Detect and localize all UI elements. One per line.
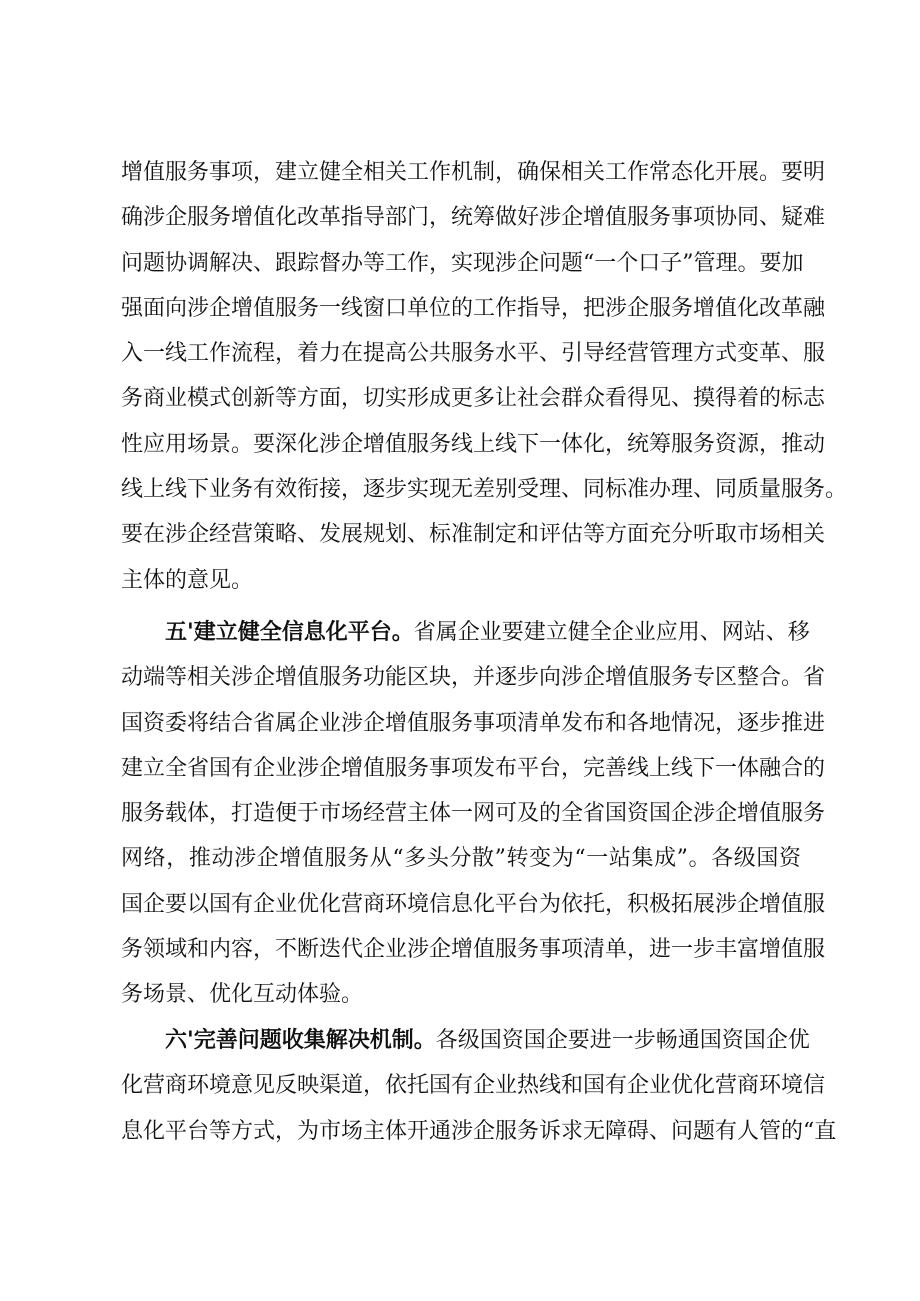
text-span: 省属企业要建立健全企业应用、网站、移	[413, 620, 810, 645]
section-heading: 五'建立健全信息化平台。	[165, 620, 414, 645]
paragraph-continued	[121, 150, 848, 603]
text-span: 各级国资国企要进一步畅通国资国企优	[435, 1028, 810, 1053]
text-line: 确涉企服务增值化改革指导部门，统筹做好涉企增值服务事项协同、疑难	[121, 205, 826, 231]
text-line: 息化平台等方式，为市场主体开通涉企服务诉求无障碍、问题有人管的“直	[121, 1118, 837, 1144]
text-line: 服务载体，打造便于市场经营主体一网可及的全省国资国企涉企增值服务	[121, 801, 826, 827]
text-line: 国企要以国有企业优化营商环境信息化平台为依托，积极拓展涉企增值服	[121, 891, 826, 917]
text-line: 化营商环境意见反映渠道，依托国有企业热线和国有企业优化营商环境信	[121, 1073, 826, 1099]
text-line: 入一线工作流程，着力在提高公共服务水平、引导经营管理方式变革、服	[121, 341, 826, 367]
section-heading: 六'完善问题收集解决机制。	[165, 1028, 436, 1053]
text-line: 问题协调解决、跟踪督办等工作，实现涉企问题“一个口子”管理。要加	[121, 250, 804, 276]
text-line: 国资委将结合省属企业涉企增值服务事项清单发布和各地情况，逐步推进	[121, 710, 826, 736]
paragraph-first-line	[121, 1018, 810, 1063]
text-line: 网络，推动涉企增值服务从“多头分散”转变为“一站集成”。各级国资	[121, 846, 801, 872]
text-line: 要在涉企经营策略、发展规划、标准制定和评估等方面充分听取市场相关	[121, 522, 826, 548]
text-line: 主体的意见。	[121, 567, 254, 593]
text-line: 务领域和内容，不断迭代企业涉企增值服务事项清单，进一步丰富增值服	[121, 937, 826, 963]
paragraph-problem-collection	[121, 1018, 837, 1154]
text-line: 动端等相关涉企增值服务功能区块，并逐步向涉企增值服务专区整合。省	[121, 665, 826, 691]
text-line: 务商业模式创新等方面，切实形成更多让社会群众看得见、摸得着的标志	[121, 386, 826, 412]
text-line: 线上线下业务有效衔接，逐步实现无差别受理、同标准办理、同质量服务。	[121, 477, 848, 503]
text-line: 务场景、优化互动体验。	[121, 982, 364, 1008]
paragraph-informatization-platform	[121, 610, 826, 1018]
paragraph-first-line	[121, 610, 810, 655]
text-line: 增值服务事项，建立健全相关工作机制，确保相关工作常态化开展。要明	[121, 160, 826, 185]
text-line: 性应用场景。要深化涉企增值服务线上线下一体化，统筹服务资源，推动	[121, 431, 826, 457]
text-line: 强面向涉企增值服务一线窗口单位的工作指导，把涉企服务增值化改革融	[121, 295, 826, 321]
text-line: 建立全省国有企业涉企增值服务事项发布平台，完善线上线下一体融合的	[121, 755, 826, 781]
